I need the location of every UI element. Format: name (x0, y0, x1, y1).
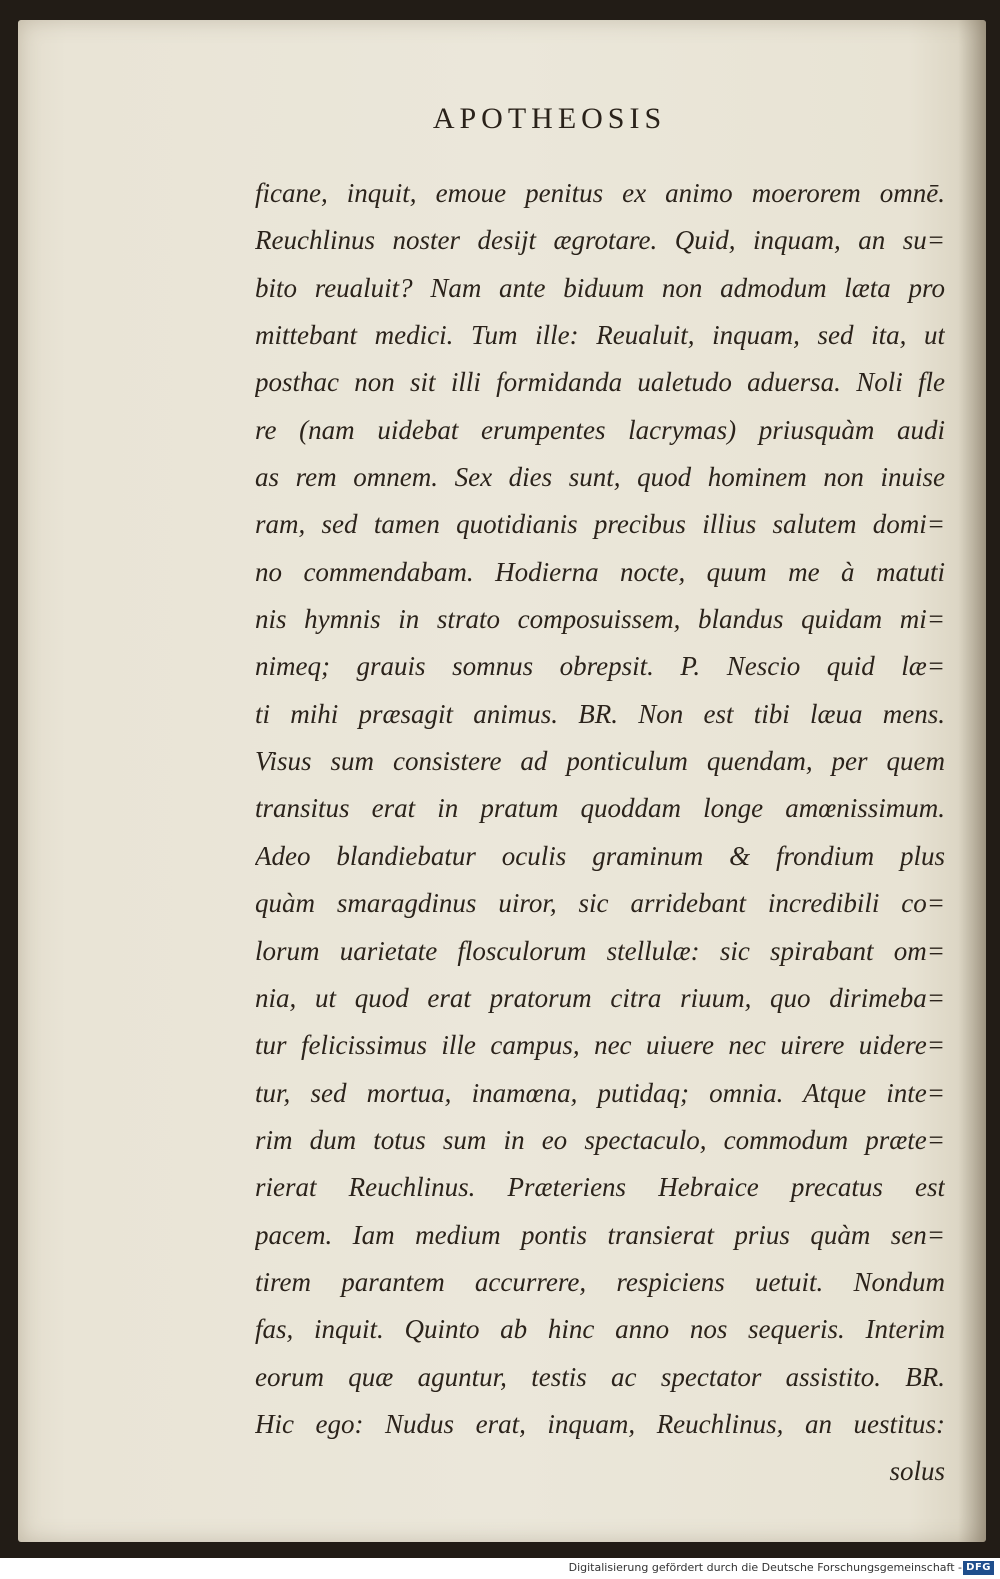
text-line: pacem. Iam medium pontis transierat prius quàm sen= (255, 1219, 945, 1250)
text-line: Adeo blandiebatur oculis graminum & frondium plus (255, 840, 945, 871)
text-line: mittebant medici. Tum ille: Reualuit, inquam, sed ita, ut (255, 320, 945, 351)
text-line: tur, sed mortua, inamœna, putidaq; omnia. Atque inte= (255, 1077, 945, 1108)
text-line: ficane, inquit, emoue penitus ex animo moerorem omnē. (255, 178, 945, 208)
text-line: rim dum totus sum in eo spectaculo, commodum præte= (255, 1124, 945, 1155)
text-line: lorum uarietate flosculorum stellulæ: sic spirabant om= (255, 935, 945, 966)
book-page (18, 20, 986, 1542)
text-line: ti mihi præsagit animus. BR. Non est tibi læua mens. (255, 698, 945, 729)
text-line: eorum quæ aguntur, testis ac spectator assistito. BR. (255, 1361, 945, 1392)
text-line: nimeq; grauis somnus obrepsit. P. Nescio quid læ= (255, 651, 945, 682)
text-line: fas, inquit. Quinto ab hinc anno nos sequeris. Interim (255, 1314, 945, 1345)
text-block (255, 170, 945, 1496)
text-line: ram, sed tamen quotidianis precibus illius salutem domi= (255, 509, 945, 540)
text-line: re (nam uidebat erumpentes lacrymas) priusquàm audi (255, 414, 945, 445)
text-line: as rem omnem. Sex dies sunt, quod hominem non inuise (255, 462, 945, 493)
catchword: solus (889, 1456, 945, 1487)
text-line: bito reualuit? Nam ante biduum non admodum læta pro (255, 272, 945, 303)
page-spine-shadow (958, 20, 986, 1542)
digitization-footer (0, 1558, 1000, 1579)
text-line: Hic ego: Nudus erat, inquam, Reuchlinus, an uestitus: (255, 1408, 945, 1439)
dfg-logo: DFG (963, 1561, 994, 1575)
text-line: rierat Reuchlinus. Præteriens Hebraice precatus est (255, 1172, 945, 1203)
text-line: nis hymnis in strato composuissem, blandus quidam mi= (255, 604, 945, 635)
text-line: no commendabam. Hodierna nocte, quum me à matuti (255, 556, 945, 587)
text-line: quàm smaragdinus uiror, sic arridebant incredibili co= (255, 888, 945, 919)
text-line: Reuchlinus noster desijt ægrotare. Quid, inquam, an su= (255, 225, 945, 256)
funding-credit: Digitalisierung gefördert durch die Deutsche Forschungsgemeinschaft - (568, 1561, 962, 1574)
text-line: Visus sum consistere ad ponticulum quendam, per quem (255, 746, 945, 777)
text-line: transitus erat in pratum quoddam longe amœnissimum. (255, 793, 945, 824)
running-head: APOTHEOSIS (432, 102, 667, 135)
text-line: tirem parantem accurrere, respiciens uetuit. Nondum (255, 1266, 945, 1297)
text-line: tur felicissimus ille campus, nec uiuere nec uirere uidere= (255, 1030, 945, 1061)
text-line: nia, ut quod erat pratorum citra riuum, quo dirimeba= (255, 982, 945, 1013)
text-line: posthac non sit illi formidanda ualetudo aduersa. Noli fle (255, 367, 945, 398)
